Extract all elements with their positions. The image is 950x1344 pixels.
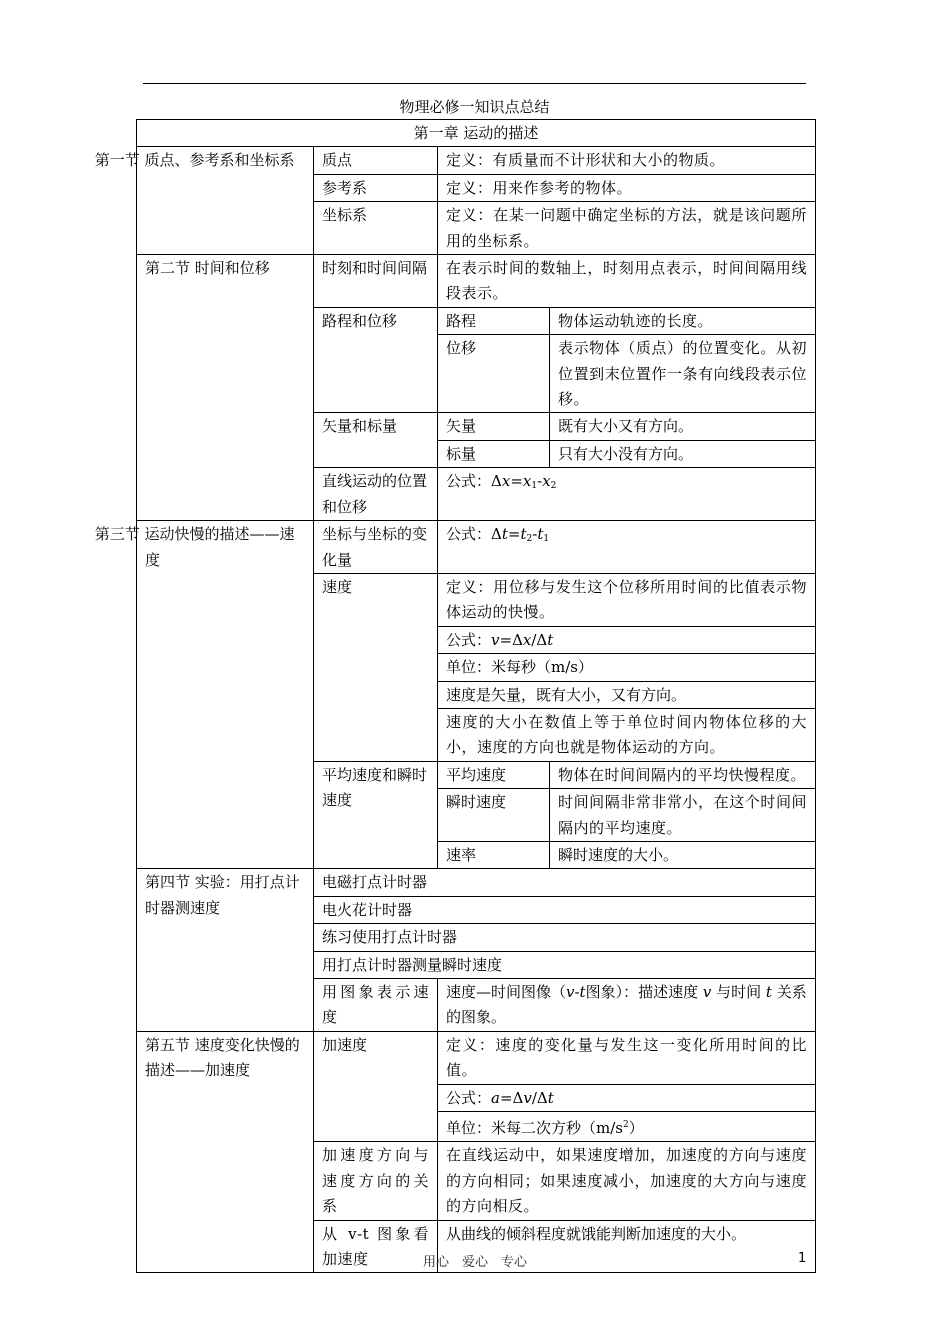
content-cell: 物体在时间间隔内的平均快慢程度。 bbox=[550, 761, 816, 788]
content-cell: 在直线运动中，如果速度增加，加速度的方向与速度的方向相同；如果速度减小，加速度的大方向与速度的方向相反。 bbox=[438, 1142, 816, 1220]
content-cell: 定义：在某一问题中确定坐标的方法，就是该问题所用的坐标系。 bbox=[438, 202, 816, 255]
content-cell: 用打点计时器测量瞬时速度 bbox=[314, 951, 816, 978]
section-title: 第四节 实验：用打点计时器测速度 bbox=[137, 869, 314, 1031]
content-cell: 瞬时速度的大小。 bbox=[550, 841, 816, 868]
topic-cell: 时刻和时间间隔 bbox=[314, 255, 438, 308]
topic-cell: 用图象表示速度 bbox=[314, 979, 438, 1032]
topic-cell: 平均速度和瞬时速度 bbox=[314, 761, 438, 869]
content-cell: 定义：用来作参考的物体。 bbox=[438, 174, 816, 201]
topic-cell: 加速度方向与速度方向的关系 bbox=[314, 1142, 438, 1220]
subtopic-cell: 标量 bbox=[438, 440, 550, 467]
table-row bbox=[137, 1031, 816, 1084]
topic-cell: 坐标系 bbox=[314, 202, 438, 255]
content-cell: 定义：速度的变化量与发生这一变化所用时间的比值。 bbox=[438, 1031, 816, 1084]
content-cell: 电火花计时器 bbox=[314, 896, 816, 923]
content-cell: 既有大小又有方向。 bbox=[550, 413, 816, 440]
table-row bbox=[137, 147, 816, 174]
content-cell: 只有大小没有方向。 bbox=[550, 440, 816, 467]
content-cell: 从曲线的倾斜程度就饿能判断加速度的大小。 bbox=[438, 1220, 816, 1273]
subtopic-cell: 平均速度 bbox=[438, 761, 550, 788]
topic-cell: 加速度 bbox=[314, 1031, 438, 1142]
header-rule bbox=[143, 83, 806, 84]
content-cell: 速度—时间图像（v-t图象）：描述速度 v 与时间 t 关系的图象。 bbox=[438, 979, 816, 1032]
subtopic-cell: 路程 bbox=[438, 307, 550, 334]
content-cell: 电磁打点计时器 bbox=[314, 869, 816, 896]
section-title: 第五节 速度变化快慢的描述——加速度 bbox=[137, 1031, 314, 1273]
content-cell: 练习使用打点计时器 bbox=[314, 924, 816, 951]
topic-cell: 直线运动的位置和位移 bbox=[314, 468, 438, 521]
content-cell: 定义：有质量而不计形状和大小的物质。 bbox=[438, 147, 816, 174]
subtopic-cell: 位移 bbox=[438, 335, 550, 413]
table-row bbox=[137, 255, 816, 308]
formula-cell: 公式：v=Δx/Δt bbox=[438, 626, 816, 653]
section-title: 第二节 时间和位移 bbox=[137, 255, 314, 521]
formula-cell: 公式：a=Δv/Δt bbox=[438, 1084, 816, 1111]
content-cell: 定义：用位移与发生这个位移所用时间的比值表示物体运动的快慢。 bbox=[438, 573, 816, 626]
topic-cell: 速度 bbox=[314, 573, 438, 761]
content-cell: 速度的大小在数值上等于单位时间内物体位移的大小，速度的方向也就是物体运动的方向。 bbox=[438, 708, 816, 761]
document-title: 物理必修一知识点总结 bbox=[399, 98, 550, 116]
subtopic-cell: 速率 bbox=[438, 841, 550, 868]
page-footer: 用心 爱心 专心 bbox=[422, 1255, 527, 1270]
topic-cell: 从 v-t 图象看加速度 bbox=[314, 1220, 438, 1273]
content-cell: 单位：米每二次方秒$(m/s^2)$ bbox=[438, 1112, 816, 1142]
chapter-row bbox=[137, 120, 816, 147]
content-cell: 物体运动轨迹的长度。 bbox=[550, 307, 816, 334]
topic-cell: 参考系 bbox=[314, 174, 438, 201]
subtopic-cell: 瞬时速度 bbox=[438, 789, 550, 842]
topic-cell: 质点 bbox=[314, 147, 438, 174]
content-cell: 表示物体（质点）的位置变化。从初位置到末位置作一条有向线段表示位移。 bbox=[550, 335, 816, 413]
table-row bbox=[137, 869, 816, 896]
topic-cell: 路程和位移 bbox=[314, 307, 438, 413]
summary-table bbox=[94, 119, 816, 1273]
subtopic-cell: 矢量 bbox=[438, 413, 550, 440]
chapter-title: 第一章 运动的描述 bbox=[137, 120, 816, 147]
content-cell: 时间间隔非常非常小，在这个时间间隔内的平均速度。 bbox=[550, 789, 816, 842]
table-row bbox=[137, 521, 816, 574]
section-title: 第一节 质点、参考系和坐标系 bbox=[137, 147, 314, 255]
formula-cell: 公式：$\Delta x=x_1-x_2$ bbox=[438, 468, 816, 521]
content-cell: 在表示时间的数轴上，时刻用点表示，时间间隔用线段表示。 bbox=[438, 255, 816, 308]
page-number: 1 bbox=[798, 1251, 807, 1266]
formula-cell: 公式：$\Delta t=t_2-t_1$ bbox=[438, 521, 816, 574]
topic-cell: 矢量和标量 bbox=[314, 413, 438, 468]
topic-cell: 坐标与坐标的变化量 bbox=[314, 521, 438, 574]
section-title: 第三节 运动快慢的描述——速度 bbox=[137, 521, 314, 869]
content-cell: 速度是矢量，既有大小，又有方向。 bbox=[438, 681, 816, 708]
content-cell: 单位：米每秒（m/s） bbox=[438, 654, 816, 681]
